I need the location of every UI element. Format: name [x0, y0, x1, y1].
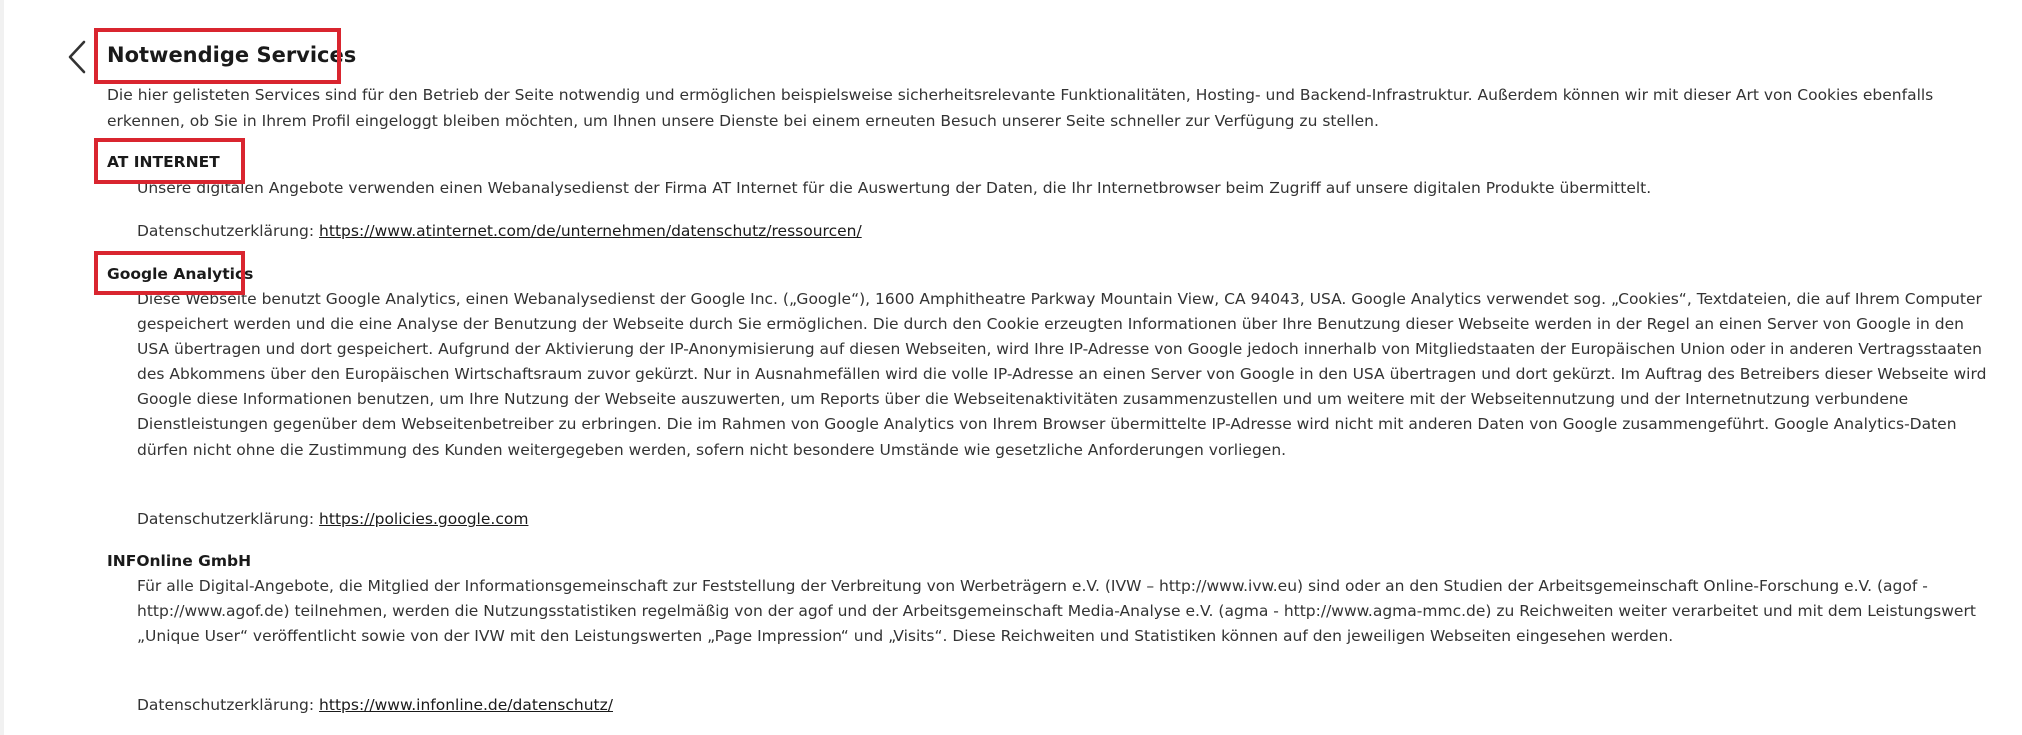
service-name: Google Analytics	[107, 265, 254, 283]
chevron-left-icon	[66, 40, 88, 74]
service-name: AT INTERNET	[107, 153, 220, 171]
service-description: Diese Webseite benutzt Google Analytics, einen Webanalysedienst der Google Inc. („Google“), 1600 Amphitheatre Parkway Mountain View, CA 94043, USA. Google Analytics verwendet sog. „Cookies“, Textdateien, die auf Ihrem Computer gespeichert werden und die eine Analyse der Benutzung der Webseite durch Sie ermöglichen. Die durch den Cookie erzeugten Informationen über Ihre Benutzung dieser Webseite werden in der Regel an einen Server von Google in den USA übertragen und dort gespeichert. Aufgrund der Aktivierung der IP-Anonymisierung auf diesen Webseiten, wird Ihre IP-Adresse von Google jedoch innerhalb von Mitgliedstaaten der Europäischen Union oder in anderen Vertragsstaaten des Abkommens über den Europäischen Wirtschaftsraum zuvor gekürzt. Nur in Ausnahmefällen wird die volle IP-Adresse an einen Server von Google in den USA übertragen und dort gekürzt. Im Auftrag des Betreibers dieser Webseite wird Google diese Informationen benutzen, um Ihre Nutzung der Webseite auszuwerten, um Reports über die Webseitenaktivitäten zusammenzustellen und um weitere mit der Webseitennutzung und der Internetnutzung verbundene Dienstleistungen gegenüber dem Webseitenbetreiber zu erbringen. Die im Rahmen von Google Analytics von Ihrem Browser übermittelte IP-Adresse wird nicht mit anderen Daten von Google zusammengeführt. Google Analytics-Daten dürfen nicht ohne die Zustimmung des Kunden weitergegeben werden, sofern nicht besondere Umstände wie gesetzliche Anforderungen vorliegen.	[137, 290, 1987, 459]
section-intro: Die hier gelisteten Services sind für den Betrieb der Seite notwendig und ermöglichen beispielsweise sicherheitsrelevante Funktionalitäten, Hosting- und Backend-Infrastruktur. Außerdem können wir mit dieser Art von Cookies ebenfalls erkennen, ob Sie in Ihrem Profil eingeloggt bleiben möchten, um Ihnen unsere Dienste bei einem erneuten Besuch unserer Seite schneller zur Verfügung zu stellen.	[107, 86, 1934, 130]
privacy-label: Datenschutzerklärung:	[137, 510, 315, 528]
service-description: Unsere digitalen Angebote verwenden einen Webanalysedienst der Firma AT Internet für die Auswertung der Daten, die Ihr Internetbrowser beim Zugriff auf unsere digitalen Produkte übermittelt.	[137, 179, 1652, 197]
privacy-policy-line	[137, 220, 862, 242]
privacy-label: Datenschutzerklärung:	[137, 222, 315, 240]
privacy-policy-line	[137, 508, 528, 530]
privacy-policy-line	[137, 694, 613, 716]
service-description: Für alle Digital-Angebote, die Mitglied der Informationsgemeinschaft zur Feststellung der Verbreitung von Werbeträgern e.V. (IVW – http://www.ivw.eu) sind oder an den Studien der Arbeitsgemeinschaft Online-Forschung e.V. (agof - http://www.agof.de) teilnehmen, werden die Nutzungsstatistiken regelmäßig von der agof und der Arbeitsgemeinschaft Media-Analyse e.V. (agma - http://www.agma-mmc.de) zu Reichweiten weiter verarbeitet und mit dem Leistungswert „Unique User“ veröffentlicht sowie von der IVW mit den Leistungswerten „Page Impression“ und „Visits“. Diese Reichweiten und Statistiken können auf den jeweiligen Webseiten eingesehen werden.	[137, 577, 1976, 646]
privacy-link[interactable]: https://www.infonline.de/datenschutz/	[319, 696, 613, 714]
back-button[interactable]	[66, 40, 88, 74]
privacy-link[interactable]: https://www.atinternet.com/de/unternehmen/datenschutz/ressourcen/	[319, 222, 862, 240]
left-divider	[0, 0, 4, 735]
privacy-label: Datenschutzerklärung:	[137, 696, 315, 714]
service-name: INFOnline GmbH	[107, 552, 252, 570]
page-title: Notwendige Services	[107, 43, 357, 67]
privacy-link[interactable]: https://policies.google.com	[319, 510, 529, 528]
